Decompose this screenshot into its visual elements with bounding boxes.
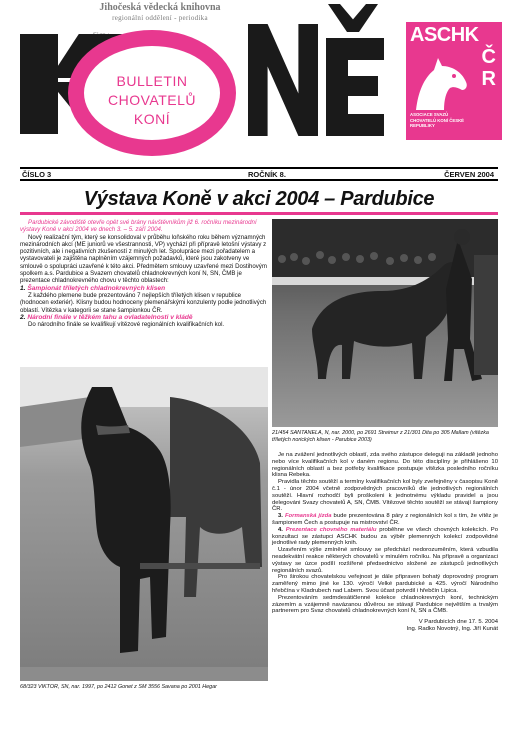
- issue-volume: ROČNÍK 8.: [248, 170, 286, 179]
- headline-rule: [20, 212, 498, 215]
- horse-head-icon: [408, 52, 478, 112]
- section-heading-4: Prezentace chovného materiálu: [285, 526, 377, 533]
- photo-caption-santanela: 21/454 SANTANELA, N, nar. 2000, po 2691 Streimur z 21/301 Dita po 305 Mallam (vítězka tříletých norických klisen - Parubice 2003): [272, 430, 489, 443]
- article-paragraph: Je na zvážení jednotlivých oblastí, zda svého zástupce deleguji na základě jednoho nebo více kvalifikačních kol v daném regionu. Do této disciplíny je přihlášeno 10 regionálních oblastí a bez potřeby kvalifikace postupuje vítězka posledního ročníku klisna Rebeka.: [272, 452, 498, 479]
- right-column: [272, 452, 498, 633]
- issue-bar: [20, 167, 498, 181]
- section-4-paragraph: 4. Prezentace chovného materiálu proběhne ve všech chovných kolekcích. Po konzultaci se zástupci ASCHK budou za výběr plemenných kolekcí zodpovědné jednotlivé rady plemenných knih.: [272, 526, 498, 547]
- aschk-logo: [406, 22, 502, 140]
- photo-santanela: [272, 219, 498, 427]
- section-heading-3-number: 3.: [278, 513, 283, 520]
- article-paragraph: Prezentováním sedmdesátičlenné kolekce chladnokrevných koní, technickým zázemím a vzájemně navázanou důvěrou se stávají Pardubice největším a trvalým partnerem pro Svaz chovatelů chladnokrevných koní N, SN a ČMB.: [272, 594, 498, 615]
- section-heading-2: 2. Národní finále v těžkém tahu a ovladatelnosti v kládě: [20, 313, 193, 321]
- kone-letter-n: [248, 24, 318, 136]
- photo-viktor: [20, 367, 268, 681]
- bulletin-title: BULLETIN CHOVATELŮ KONÍ: [108, 73, 196, 127]
- article-paragraph: Pro širokou chovatelskou veřejnost je dále připraven bohatý doprovodný program zaměřený mimo jiné ke 130. výročí Velké pardubické a 425. výročí Národního hřebčína v Kladrubech nad Labem. Svou účast potvrdil i hřebčín Lipica.: [272, 574, 498, 594]
- horse-photo-image: [272, 219, 498, 427]
- article-intro: Pardubické závodiště otevře opět své brány návštěvníkům již 6. ročníku mezinárodní výstavy Koně v akci 2004 ve dnech 3. – 5. září 2004.: [20, 219, 257, 234]
- horse-photo-image: [20, 367, 268, 681]
- article-headline: Výstava Koně v akci 2004 – Pardubice: [83, 188, 435, 210]
- stamp-line-2: regionální oddělení - periodika: [112, 14, 208, 22]
- article-paragraph: Nový realizační tým, který se konsolidoval v průběhu loňského roku během významných mezinárodních akcí (ME juniorů ve všestrannosti, VP) vychází při přípravě letošní výstavy z pozitivních, ale i negativních zkušeností z minulých let. Spolupráce mezi pořadatelem a vystavovateli je zajištěna naplněním vzájemných požadavků, které jsou zakotveny ve smlouvě o spolupráci uzavřené k této akci. Předmětem smlouvy uzavřené mezi Dostihovým spolkem a.s. Pardubice a Svazem chovatelů chladnokrevných koní N, SN, ČMB je prezentace chladnokrevného chovu v těchto oblastech:: [20, 233, 267, 285]
- article-signature: V Pardubicích dne 17. 5. 2004 Ing. Radko Novotný, Ing. Jiří Kunát: [406, 619, 498, 632]
- aschk-logo-c: Č: [481, 46, 496, 68]
- issue-date: ČERVEN 2004: [444, 170, 494, 179]
- article-paragraph: Uzavřením výše zmíněné smlouvy se předchází nedorozuměním, která vzbudila neadekvátní reakce některých chovatelů v minulém ročníku. Na přípravě a organizaci výstavy se úzce podílí rozšířené předsednictvo složené ze zástupců jednotlivých regionálních svazů.: [272, 547, 498, 574]
- stamp-line-1: Jihočeská vědecká knihovna: [99, 2, 221, 13]
- article-paragraph: Pravidla těchto soutěží a termíny kvalifikačních kol byly zveřejněny v časopisu Koně č.1 - únor 2004 včetně zodpovědných pracovníků dle jednotlivých regionálních soutěží. Hlavní rozhodčí byli proškoleni k jednotnému výkladu pravidel a jsou delegováni Svazy chovatelů A, SN, ČMB. Vítězové těchto soutěží se stávají šampiony ČR.: [272, 479, 498, 513]
- kone-letter-e: [326, 38, 384, 136]
- article-paragraph: Z každého plemene bude prezentováno 7 nejlepších tříletých klisen v republice (hodnocen exteriér). Klisny budou hodnoceny plemenářskými konzulenty podle jednotlivých oblastí. Vítězka v kategorii se stane šampionkou ČR.: [20, 291, 267, 314]
- section-heading-1: 1. Šampionát tříletých chladnokrevných klisen: [20, 284, 166, 292]
- section-3-paragraph: 3. Formanská jízda bude prezentována 8 páry z regionálních kol s tím, že vítěz je šampionem Čech a postupuje na mistrovství ČR.: [272, 513, 498, 526]
- aschk-logo-r: R: [481, 68, 496, 90]
- aschk-logo-text: ASCHK: [410, 24, 479, 46]
- section-heading-4-number: 4.: [278, 526, 283, 533]
- article-paragraph: Do národního finále se kvalifikují vítězové regionálních kvalifikačních kol.: [28, 321, 225, 329]
- kone-hacek: [328, 4, 378, 32]
- issue-number: ČÍSLO 3: [22, 170, 52, 179]
- left-column: [20, 219, 268, 328]
- photo-caption-viktor: 68/323 VIKTOR, SN, nar. 1997, po 2412 Gonet z SM 3556 Savana po 2001 Hegar: [20, 684, 217, 690]
- section-heading-3: Formanská jízda: [284, 513, 332, 520]
- masthead: [0, 0, 510, 165]
- aschk-logo-subtitle: ASOCIACE SVAZŮ CHOVATELŮ KONÍ ČESKÉ REPUBLIKY: [410, 112, 465, 128]
